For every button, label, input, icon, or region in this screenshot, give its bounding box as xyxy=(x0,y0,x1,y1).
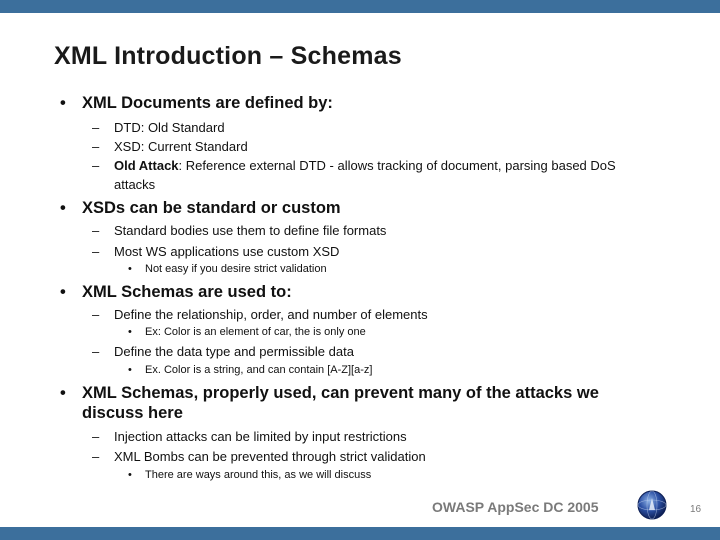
sub-item-text: XSD: Current Standard xyxy=(114,139,248,154)
sub-item-text: DTD: Old Standard xyxy=(114,120,225,135)
sub-item-bold-prefix: Old Attack xyxy=(114,158,179,173)
dash-icon: – xyxy=(92,223,100,238)
dot-icon: • xyxy=(128,326,132,338)
sub-sub-item-text: Not easy if you desire strict validation xyxy=(145,263,327,275)
bullet-icon: • xyxy=(60,283,66,301)
dash-icon: – xyxy=(92,139,100,154)
sub-item-text: Define the data type and permissible data xyxy=(114,344,354,359)
slide-title: XML Introduction – Schemas xyxy=(54,42,402,70)
bullet-text: XML Schemas, properly used, can prevent many of the attacks we xyxy=(82,384,599,402)
footer-brand: OWASP AppSec DC 2005 xyxy=(432,499,599,515)
dash-icon: – xyxy=(92,449,100,464)
dash-icon: – xyxy=(92,344,100,359)
dash-icon: – xyxy=(92,429,100,444)
sub-sub-item-text: There are ways around this, as we will discuss xyxy=(145,469,372,481)
dash-icon: – xyxy=(92,158,100,173)
dash-icon: – xyxy=(92,120,100,135)
sub-item-rest: : Reference external DTD - allows tracking of document, parsing based DoS xyxy=(178,158,616,173)
bullet-text: discuss here xyxy=(82,404,183,422)
sub-sub-item-text: Ex: Color is an element of car, the is only one xyxy=(145,326,366,338)
sub-item-text: Define the relationship, order, and number of elements xyxy=(114,307,428,322)
bottom-accent-bar xyxy=(0,527,720,540)
sub-item-text xyxy=(114,158,616,173)
dash-icon: – xyxy=(92,244,100,259)
bullet-text: XML Schemas are used to: xyxy=(82,283,292,301)
bullet-icon: • xyxy=(60,384,66,402)
dash-icon: – xyxy=(92,307,100,322)
sub-item-text: Most WS applications use custom XSD xyxy=(114,244,340,259)
bullet-text: XSDs can be standard or custom xyxy=(82,199,341,217)
owasp-globe-logo-icon xyxy=(636,489,668,521)
bullet-icon: • xyxy=(60,94,66,112)
bullet-text: XML Documents are defined by: xyxy=(82,94,333,112)
sub-sub-item-text: Ex. Color is a string, and can contain [A-Z][a-z] xyxy=(145,364,373,376)
sub-item-text: attacks xyxy=(114,177,156,192)
bullet-icon: • xyxy=(60,199,66,217)
dot-icon: • xyxy=(128,263,132,275)
dot-icon: • xyxy=(128,364,132,376)
dot-icon: • xyxy=(128,469,132,481)
page-number: 16 xyxy=(690,504,702,515)
sub-item-text: XML Bombs can be prevented through strict validation xyxy=(114,449,426,464)
sub-item-text: Injection attacks can be limited by input restrictions xyxy=(114,429,407,444)
sub-item-text: Standard bodies use them to define file formats xyxy=(114,223,387,238)
